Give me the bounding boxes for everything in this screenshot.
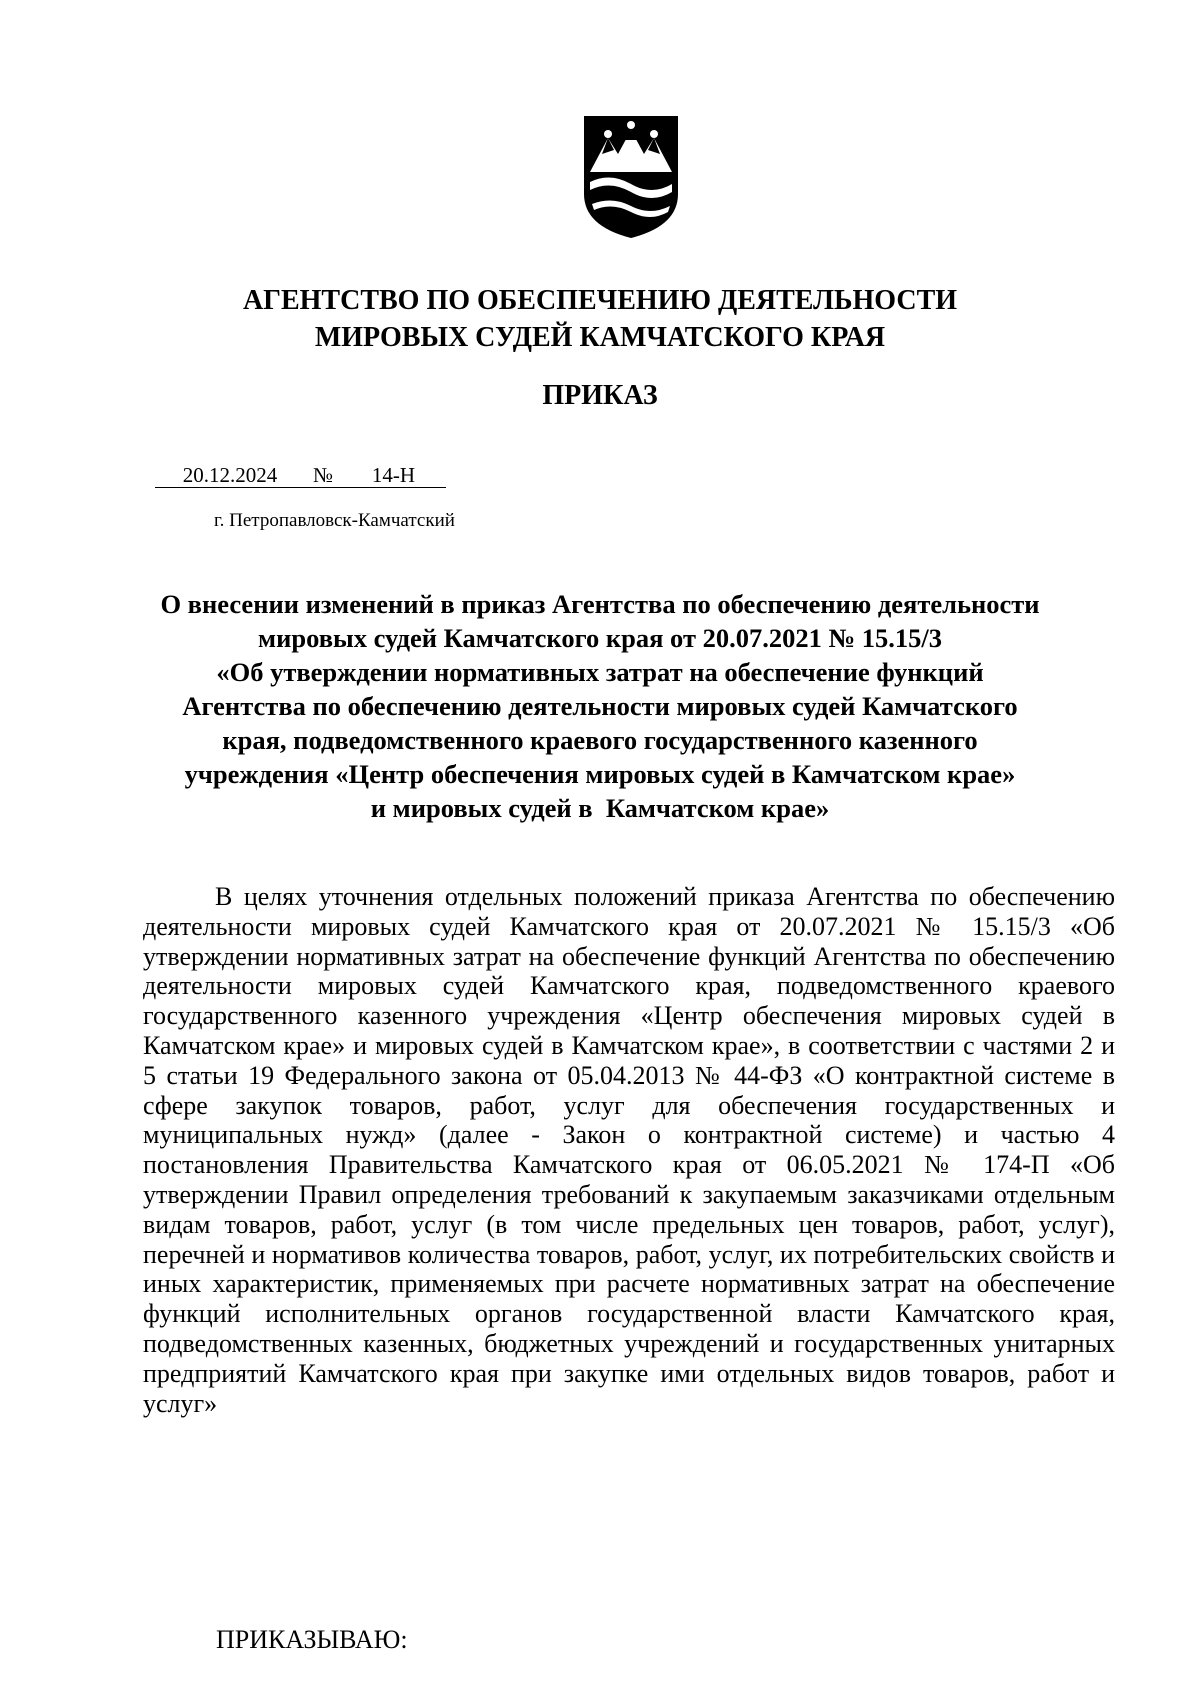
number-sign: № [305, 463, 341, 488]
subject-line: «Об утверждении нормативных затрат на обеспечение функций [216, 657, 984, 687]
registration-line [155, 463, 446, 488]
kamchatka-coat-of-arms-icon [578, 110, 684, 242]
order-directive: ПРИКАЗЫВАЮ: [216, 1625, 408, 1654]
order-subject [100, 587, 1100, 825]
subject-line: Агентства по обеспечению деятельности мировых судей Камчатского [182, 691, 1018, 721]
subject-line: края, подведомственного краевого государственного казенного [222, 725, 978, 755]
subject-line: и мировых судей в Камчатском крае» [370, 793, 830, 823]
subject-line: О внесении изменений в приказ Агентства по обеспечению деятельности [160, 589, 1040, 619]
agency-name [0, 282, 1200, 356]
subject-line: учреждения «Центр обеспечения мировых судей в Камчатском крае» [184, 759, 1016, 789]
order-date: 20.12.2024 [155, 463, 305, 488]
city-of-issue: г. Петропавловск-Камчатский [214, 510, 455, 531]
order-number: 14-Н [341, 463, 446, 488]
subject-line: мировых судей Камчатского края от 20.07.2021 № 15.15/3 [258, 623, 942, 653]
preamble-paragraph: В целях уточнения отдельных положений приказа Агентства по обеспечению деятельности мировых судей Камчатского края от 20.07.2021 № 15.15/3 «Об утверждении нормативных затрат на обеспечение функций Агентства по обеспечению деятельности мировых судей Камчатского края, подведомственного краевого государственного казенного учреждения «Центр обеспечения мировых судей в Камчатском крае» и мировых судей в Камчатском крае», в соответствии с частями 2 и 5 статьи 19 Федерального закона от 05.04.2013 № 44-ФЗ «О контрактной системе в сфере закупок товаров, работ, услуг для обеспечения государственных и муниципальных нужд» (далее - Закон о контрактной системе) и частью 4 постановления Правительства Камчатского края от 06.05.2021 № 174-П «Об утверждении Правил определения требований к закупаемым заказчиками отдельным видам товаров, работ, услуг (в том числе предельных цен товаров, работ, услуг), перечней и нормативов количества товаров, работ, услуг, их потребительских свойств и иных характеристик, применяемых при расчете нормативных затрат на обеспечение функций исполнительных органов государственной власти Камчатского края, подведомственных казенных, бюджетных учреждений и государственных унитарных предприятий Камчатского края при закупке ими отдельных видов товаров, работ и услуг» [143, 882, 1115, 1418]
agency-name-line-1: АГЕНТСТВО ПО ОБЕСПЕЧЕНИЮ ДЕЯТЕЛЬНОСТИ [242, 285, 958, 316]
agency-name-line-2: МИРОВЫХ СУДЕЙ КАМЧАТСКОГО КРАЯ [314, 322, 886, 353]
document-type-title: ПРИКАЗ [542, 380, 658, 411]
